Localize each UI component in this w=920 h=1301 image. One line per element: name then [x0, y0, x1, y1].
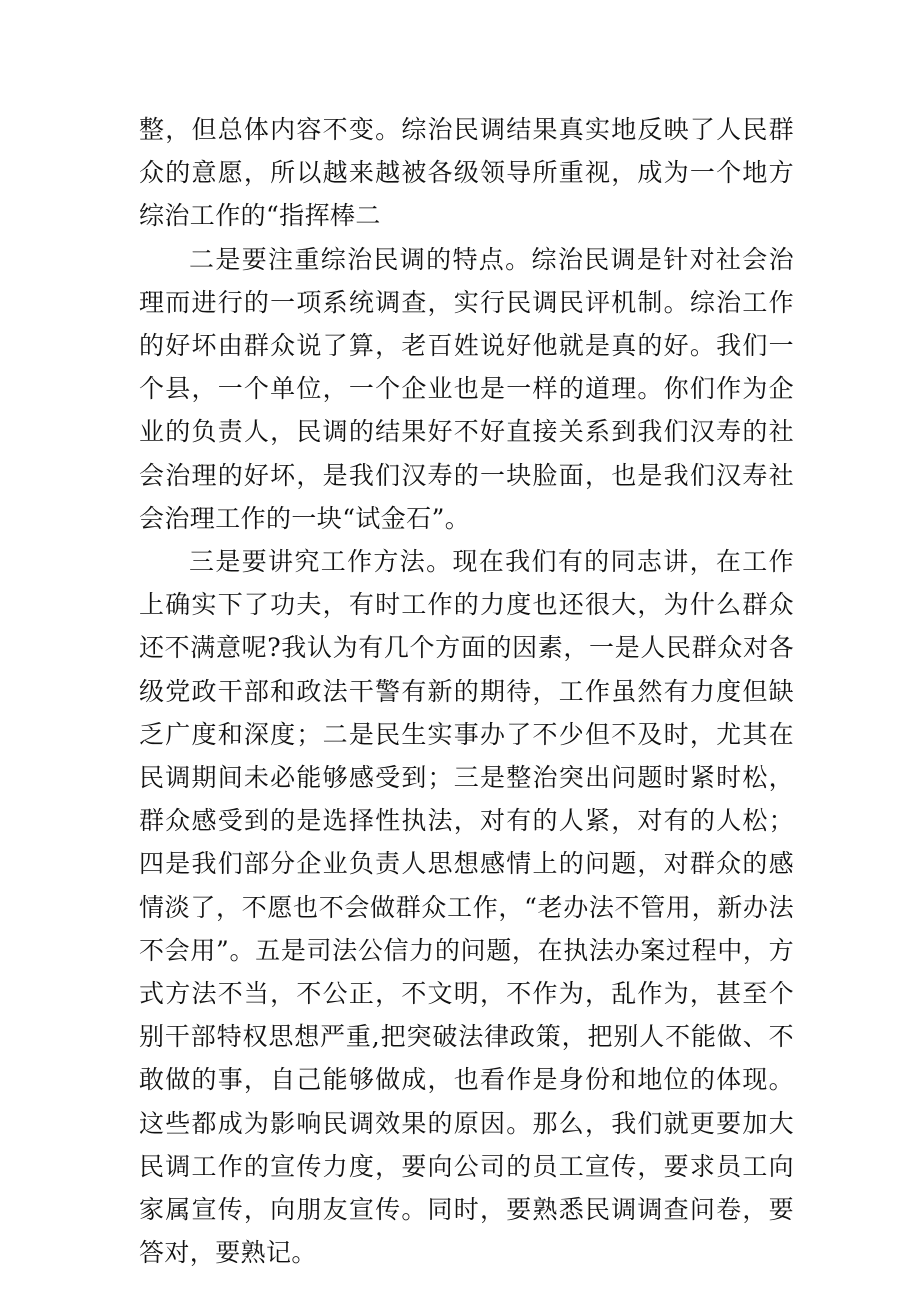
paragraph-point-three: 三是要讲究工作方法。现在我们有的同志讲，在工作上确实下了功夫，有时工作的力度也还很大，为什么群众还不满意呢?我认为有几个方面的因素，一是人民群众对各级党政干部和政法干警有新的期待，工作虽然有力度但缺乏广度和深度；二是民生实事办了不少但不及时，尤其在民调期间未必能够感受到；三是整治突出问题时紧时松，群众感受到的是选择性执法，对有的人紧，对有的人松；四是我们部分企业负责人思想感情上的问题，对群众的感情淡了，不愿也不会做群众工作，“老办法不管用，新办法不会用”。五是司法公信力的问题，在执法办案过程中，方式方法不当，不公正，不文明，不作为，乱作为，甚至个别干部特权思想严重,把突破法律政策，把别人不能做、不敢做的事，自己能够做成，也看作是身份和地位的体现。这些都成为影响民调效果的原因。那么，我们就更要加大民调工作的宣传力度，要向公司的员工宣传，要求员工向家属宣传，向朋友宣传。同时，要熟悉民调调查问卷，要答对，要熟记。: [139, 547, 794, 1268]
paragraph-continuation: 整，但总体内容不变。综治民调结果真实地反映了人民群众的意愿，所以越来越被各级领导所重视，成为一个地方综治工作的“指挥棒二: [139, 115, 794, 231]
document-body: [139, 108, 794, 1274]
paragraph-point-two: 二是要注重综治民调的特点。综治民调是针对社会治理而进行的一项系统调查，实行民调民评机制。综治工作的好坏由群众说了算，老百姓说好他就是真的好。我们一个县，一个单位，一个企业也是一样的道理。你们作为企业的负责人，民调的结果好不好直接关系到我们汉寿的社会治理的好坏，是我们汉寿的一块脸面，也是我们汉寿社会治理工作的一块“试金石”。: [139, 244, 794, 533]
